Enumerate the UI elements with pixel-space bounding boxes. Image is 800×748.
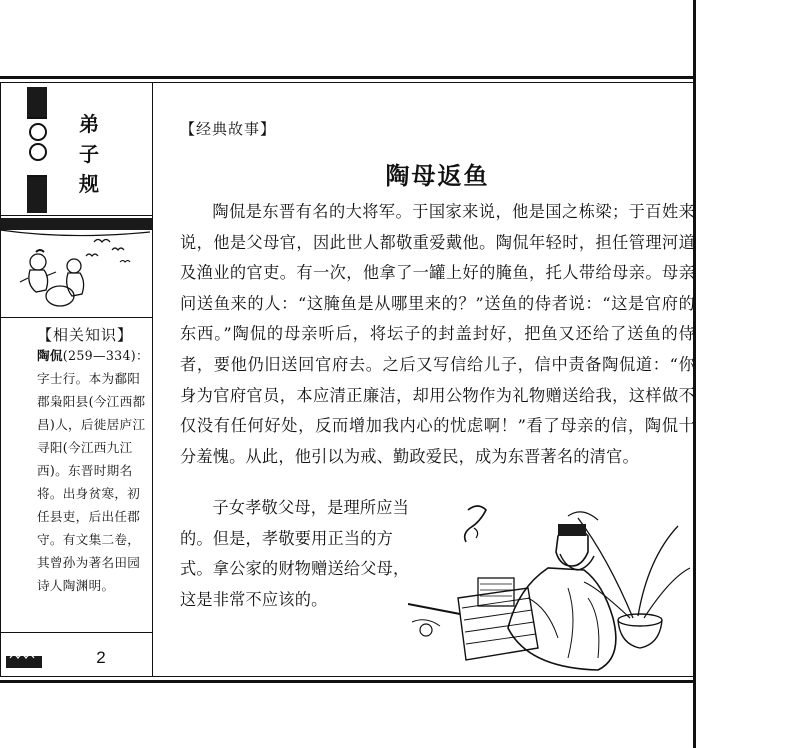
book-title-char-1: 弟 [79,112,99,136]
top-rule-thick [0,76,695,79]
page-number: 2 [96,648,106,667]
top-rule-thin [0,82,695,83]
bottom-rule-thin [0,676,695,677]
related-knowledge-text [37,344,149,597]
children-birds-illustration [0,218,152,316]
section-label: 【经典故事】 [180,120,277,138]
sidebar-rule-1 [0,215,153,216]
moral-paragraph: 子女孝敬父母，是理所应当的。但是，孝敬要用正当的方式。拿公家的财物赠送给父母，这是非常不应该的。 [180,498,410,609]
book-title-char-3: 规 [79,172,99,196]
decorative-pattern-strip [27,87,47,213]
sidebar-rule-2 [0,317,153,318]
sidebar-left-border [0,83,1,677]
sidebar-rule-3 [0,632,153,633]
story-title: 陶母返鱼 [385,162,490,190]
corner-ornament [6,648,42,668]
scholar-illustration [408,498,693,676]
sidebar-divider [152,83,153,677]
person-description: (259—334)：字士行。本为鄱阳郡枭阳县(今江西都昌)人，后徙居庐江寻阳(今江西九江西)。东晋时期名将。出身贫寒，初任县吏，后出任郡守。有文集二卷，其曾孙为著名田园诗人陶渊明。 [37,348,149,593]
bottom-rule-thick [0,680,695,683]
story-paragraph: 陶侃是东晋有名的大将军。于国家来说，他是国之栋梁；于百姓来说，他是父母官，因此世人都敬重爱戴他。陶侃年轻时，担任管理河道及渔业的官吏。有一次，他拿了一罐上好的腌鱼，托人带给母亲。母亲问送鱼来的人：“这腌鱼是从哪里来的？”送鱼的侍者说：“这是官府的东西。”陶侃的母亲听后，将坛子的封盖封好，把鱼又还给了送鱼的侍者，要他仍旧送回官府去。之后又写信给儿子，信中责备陶侃道：“你身为官府官员，本应清正廉洁，却用公物作为礼物赠送给我，这样做不仅没有任何好处，反而增加我内心的忧虑啊！”看了母亲的信，陶侃十分羞愧。从此，他引以为戒、勤政爱民，成为东晋著名的清官。 [180,202,695,466]
related-knowledge-label: 【相关知识】 [37,326,134,344]
knot-ornament [27,117,47,177]
person-name: 陶侃 [37,348,63,363]
book-title-char-2: 子 [79,142,99,166]
